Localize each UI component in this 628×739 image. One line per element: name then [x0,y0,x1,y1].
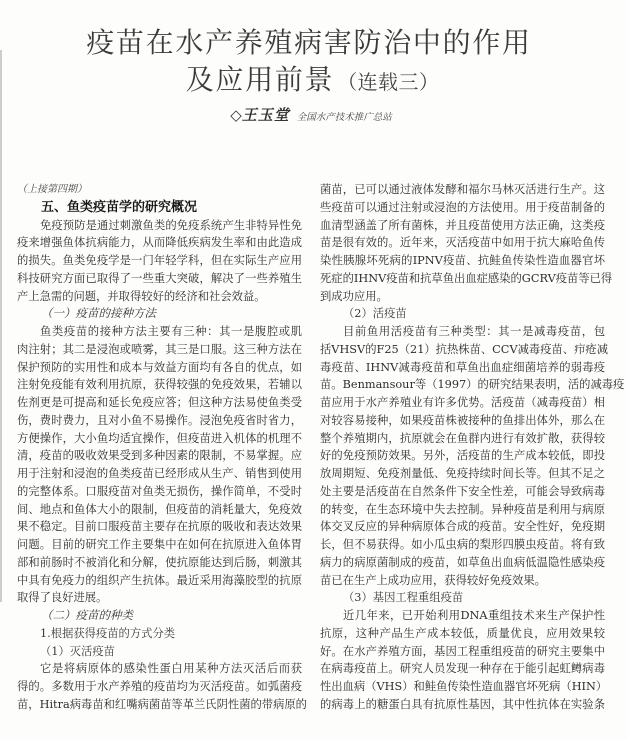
paragraph-line: 问题。目前的研究工作主要集中在如何在抗原进入鱼体胃 [17,538,302,551]
paragraph-line: 取得了良好进展。 [17,591,108,605]
paragraph-line: 到成功应用。 [320,289,388,303]
paragraph-line: 伤，费时费力，且对小鱼不易操作。浸泡免疫省时省力， [17,413,302,427]
continued-from-note-text: （上接第四期） [17,184,87,195]
paragraph-line: 方便操作，大小鱼均适宜操作，但疫苗进入机体的机理不 [17,431,302,445]
paragraph-line: 苗是很有效的。近年来，灭活疫苗中如用于抗大麻哈鱼传 [320,236,605,250]
paragraph-line: 中具有免疫力的组织产生抗体。最近采用海藻胶型的抗原 [17,573,302,587]
paragraph [320,181,613,305]
paragraph-line: 在病毒疫苗上。研究人员发现一种存在于能引起虹鳟病毒 [320,662,605,676]
paragraph-line: 性出血病（VHS）和鲑鱼传染性造血器官坏死病（HIN） [320,680,608,693]
paragraph-line: 用于注射和浸泡的鱼类疫苗已经形成从生产、销售到使用 [17,467,302,480]
paragraph-line: 佐剂更是可提高和延长免疫应答；但这种方法易使鱼类受 [17,396,302,409]
paragraph-line: 毒疫苗、IHNV减毒疫苗和草鱼出血症细菌培养的弱毒疫 [320,360,605,374]
paragraph-line: 病力的病原菌制成的疫苗，如草鱼出血病低温隐性感染疫 [320,555,605,569]
paragraph-line: 苗，Hitra病毒苗和红嘴病菌苗等革兰氏阴性菌的带病原的 [17,697,307,711]
section-heading [17,199,302,217]
subsection-heading-text: （一）疫苗的接种方法 [41,306,156,321]
paragraph-line: 的病毒上的糖蛋白具有抗原性基因，其中性抗体在实验条 [320,697,605,711]
paragraph-line: 血清型涵盖了所有菌株，并且疫苗使用方法正确，这类疫 [320,218,605,232]
left-text-column [17,181,307,714]
paragraph-line: 些疫苗可以通过注射或浸泡的方法使用。用于疫苗制备的 [320,200,605,214]
subsection-label-text: （3）基因工程重组疫苗 [343,591,464,605]
paragraph-line: 抗原，这种产品生产成本较低，质量优良，应用效果较 [320,626,605,640]
paragraph-line: 长，但不易获得。如小瓜虫病的梨形四膜虫疫苗。将有致 [320,538,605,551]
paragraph-line: 对较容易接种，如果疫苗株被接种的鱼排出体外，那么在 [320,413,605,427]
byline [0,106,622,127]
right-text-column [320,181,625,714]
author-name: 王玉堂 [241,106,290,124]
paragraph [17,323,302,607]
paragraph-line: 的完整体系。口服疫苗对鱼类无损伤，操作简单，不受时 [17,484,302,498]
paragraph-line: 整个养殖期内，抗原就会在鱼群内进行有效扩散，获得较 [320,431,605,445]
paragraph-line: 括VHSV的F25（21）抗热株苗、CCV减毒疫苗、疖疮减 [320,342,608,356]
section-heading-text: 五、鱼类疫苗学的研究概况 [41,199,198,215]
paragraph-line: 产上急需的问题，并取得较好的经济和社会效益。 [17,289,266,303]
paragraph-line: 体交叉反应的异种病原体合成的疫苗。安全性好，免疫期 [320,520,605,534]
paragraph-line: 的转变，在生态环境中失去控制。异种疫苗是利用与病原 [320,502,605,516]
paragraph-line: 目前鱼用活疫苗有三种类型：其一是减毒疫苗，包 [343,325,605,338]
paragraph-line: 放周期短、免疫剂量低、免疫持续时间长等。但其不足之 [320,467,605,480]
paragraph-line: 部和前肠时不被消化和分解，使抗原能达到后肠，刺激其 [17,555,302,569]
paragraph-line: 间、地点和鱼体大小的限制，但疫苗的消耗量大，免疫效 [17,502,302,516]
article-title-line-2 [0,65,625,97]
paragraph-line: 得的。多数用于水产养殖的疫苗均为灭活疫苗。如弧菌疫 [17,680,302,693]
paragraph-line: 科技研究方面已取得了一些重大突破，解决了一些养殖生 [17,271,302,285]
subsection-label-text: 1.根据获得疫苗的方式分类 [40,626,176,640]
scan-edge-shadow [0,50,2,602]
paragraph-line: 苗。Benmansour等（1997）的研究结果表明，活的减毒疫 [320,378,625,392]
continued-from-note [17,181,302,199]
article-title-line-1: 疫苗在水产养殖病害防治中的作用 [86,26,532,59]
article-title-main: 及应用前景 [185,63,335,96]
subsection-label [320,305,605,323]
paragraph-line: 处主要是活疫苗在自然条件下安全性差，可能会导致病毒 [320,484,605,498]
paragraph-line: 清，疫苗的吸收效果受到多种因素的限制，不易掌握。应 [17,449,302,463]
series-label: （连载三） [337,70,440,94]
paragraph-line: 它是将病原体的感染性蛋白用某种方法灭活后而获 [40,662,302,676]
paragraph-line: 苗已在生产上成功应用，获得较好免疫效果。 [320,573,546,587]
paragraph-line: 苗应用于水产养殖业有许多优势。活疫苗（减毒疫苗）相 [320,396,605,409]
author-affiliation: 全国水产技术推广总站 [296,112,392,123]
subsection-label [320,589,605,607]
paragraph-line: 鱼类疫苗的接种方法主要有三种：其一是腹腔或肌 [40,325,302,338]
paragraph-line: 注射免疫能有效利用抗原，获得较强的免疫效果，若辅以 [17,378,302,392]
diamond-icon: ◇ [230,106,242,124]
paragraph-line: 的损失。鱼类免疫学是一门年轻学科，但在实际生产应用 [17,254,302,267]
paragraph [320,323,625,589]
subsection-heading [17,305,302,323]
paragraph-line: 保护预防的实用性和成本与效益方面均有各自的优点，如 [17,360,302,374]
paragraph-line: 免疫预防是通过刺激鱼类的免疫系统产生非特异性免 [40,218,302,232]
paragraph-line: 菌苗，已可以通过液体发酵和福尔马林灭活进行生产。这 [320,183,605,196]
paragraph-line: 好的免疫预防效果。另外，活疫苗的生产成本较低，即投 [320,449,605,463]
paragraph-line: 死症的IHNV疫苗和抗草鱼出血症感染的GCRV疫苗等已得 [320,271,613,285]
paragraph-line: 染性胰腺坏死病的IPNV疫苗、抗鲑鱼传染性造血器官坏 [320,254,605,267]
paragraph [320,607,608,714]
paragraph-line: 近几年来，已开始利用DNA重组技术来生产保护性 [343,609,605,622]
paragraph [17,217,302,306]
subsection-label-text: （2）活疫苗 [343,307,407,321]
paragraph-line: 肉注射；其二是浸泡或喷雾，其三是口服。这三种方法在 [17,342,302,356]
subsection-heading-text: （二）疫苗的种类 [41,608,133,622]
subsection-label [17,643,302,661]
subsection-label-text: （1）灭活疫苗 [40,644,115,658]
paragraph [17,660,307,713]
subsection-heading [17,607,302,625]
paragraph-line: 果不稳定。目前口服疫苗主要存在抗原的吸收和表达效果 [17,520,302,534]
paragraph-line: 疫来增强鱼体抗病能力，从而降低疾病发生率和由此造成 [17,236,302,250]
subsection-label [17,625,302,643]
paragraph-line: 好。在水产养殖方面，基因工程重组疫苗的研究主要集中 [320,644,605,658]
